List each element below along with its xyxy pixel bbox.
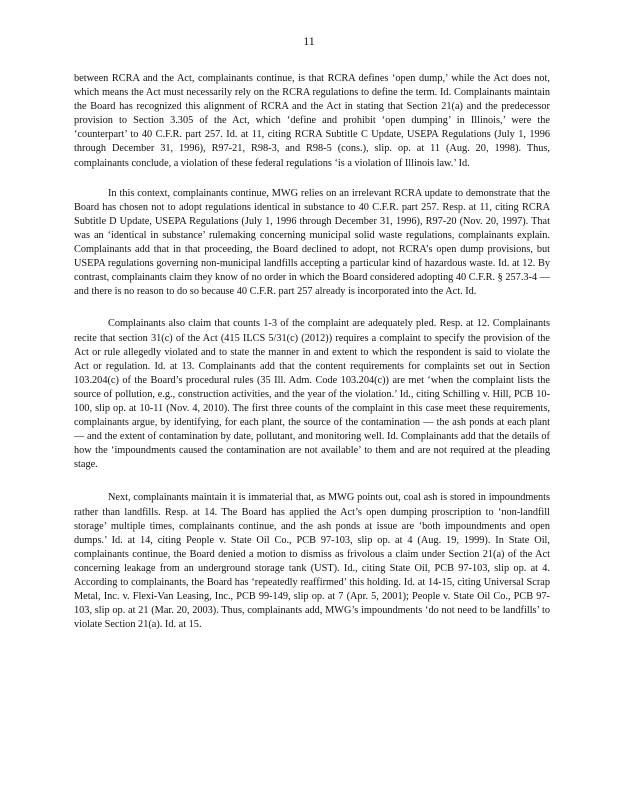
paragraph-4: Next, complainants maintain it is immaterial that, as MWG points out, coal ash is stored in impoundments rather than landfills. Resp. at 14. The Board has applied the Act’s open dumping proscription to ‘non-landfill storage’ multiple times, complainants continue, and the ash ponds at issue are ‘both impoundments and open dumps.’ Id. at 14, citing People v. State Oil Co., PCB 97-103, slip op. at 4 (Aug. 19, 1999). In State Oil, complainants continue, the Board denied a motion to dismiss as frivolous a claim under Section 21(a) of the Act concerning leakage from an underground storage tank (UST). Id., citing State Oil, PCB 97-103, slip op. at 4. According to complainants, the Board has ‘repeatedly reaffirmed’ this holding. Id. at 14-15, citing Universal Scrap Metal, Inc. v. Flexi-Van Leasing, Inc., PCB 99-149, slip op. at 7 (Apr. 5, 2001); People v. State Oil Co., PCB 97-103, slip op. at 21 (Mar. 20, 2003). Thus, complainants add, MWG’s impoundments ‘do not need to be landfills’ to violate Section 21(a). Id. at 15. (74, 492, 550, 631)
paragraph-2: In this context, complainants continue, MWG relies on an irrelevant RCRA update to demonstrate that the Board has chosen not to adopt regulations identical in substance to 40 C.F.R. part 257. Resp. at 11, citing RCRA Subtitle D Update, USEPA Regulations (July 1, 1996 through December 31, 1996), R97-20 (Nov. 20, 1997). That was an ‘identical in substance’ rulemaking concerning municipal solid waste regulations, complainants explain. Complainants add that in that proceeding, the Board declined to adopt, not RCRA’s open dump provisions, but USEPA regulations governing non-municipal landfills accepting a particular kind of hazardous waste. Id. at 12. By contrast, complainants claim they know of no order in which the Board considered adopting 40 C.F.R. § 257.3-4 — and there is no reason to do so because 40 C.F.R. part 257 already is incorporated into the Act. Id. (74, 187, 550, 298)
paragraph-1: between RCRA and the Act, complainants continue, is that RCRA defines ‘open dump,’ while the Act does not, which means the Act must necessarily rely on the RCRA regulations to define the term. Id. Complainants maintain the Board has recognized this alignment of RCRA and the Act in stating that Section 21(a) and the predecessor provision to Section 3.305 of the Act, which ‘define and prohibit ‘open dumping’ in Illinois,’ were the ‘counterpart’ to 40 C.F.R. part 257. Id. at 11, citing RCRA Subtitle C Update, USEPA Regulations (July 1, 1996 through December 31, 1996), R97-21, R98-3, and R98-5 (cons.), slip. op. at 11 (Aug. 20, 1998). Thus, complainants conclude, a violation of these federal regulations ‘is a violation of Illinois law.’ Id. (74, 73, 550, 169)
paragraph-3: Complainants also claim that counts 1-3 of the complaint are adequately pled. Resp. at 12. Complainants recite that section 31(c) of the Act (415 ILCS 5/31(c) (2012)) requires a complaint to specify the provision of the Act or rule allegedly violated and to state the manner in and extent to which the respondent is said to violate the Act or regulation. Id. at 13. Complainants add that the content requirements for complaints set out in Section 103.204(c) of the Board’s procedural rules (35 Ill. Adm. Code 103.204(c)) are met ‘when the complaint lists the source of pollution, e.g., construction activities, and the year of the violation.’ Id., citing Schilling v. Hill, PCB 10-100, slip op. at 10-11 (Nov. 4, 2010). The first three counts of the complaint in this case meet these requirements, complainants argue, by identifying, for each plant, the source of the contamination — the ash ponds at each plant — and the extent of contamination by date, pollutant, and monitoring well. Id. Complainants add that the details of how the ‘impoundments caused the contamination are not available’ to them and are not required at the pleading stage. (74, 318, 550, 471)
body-text (74, 72, 550, 632)
page-number: 11 (303, 34, 315, 48)
